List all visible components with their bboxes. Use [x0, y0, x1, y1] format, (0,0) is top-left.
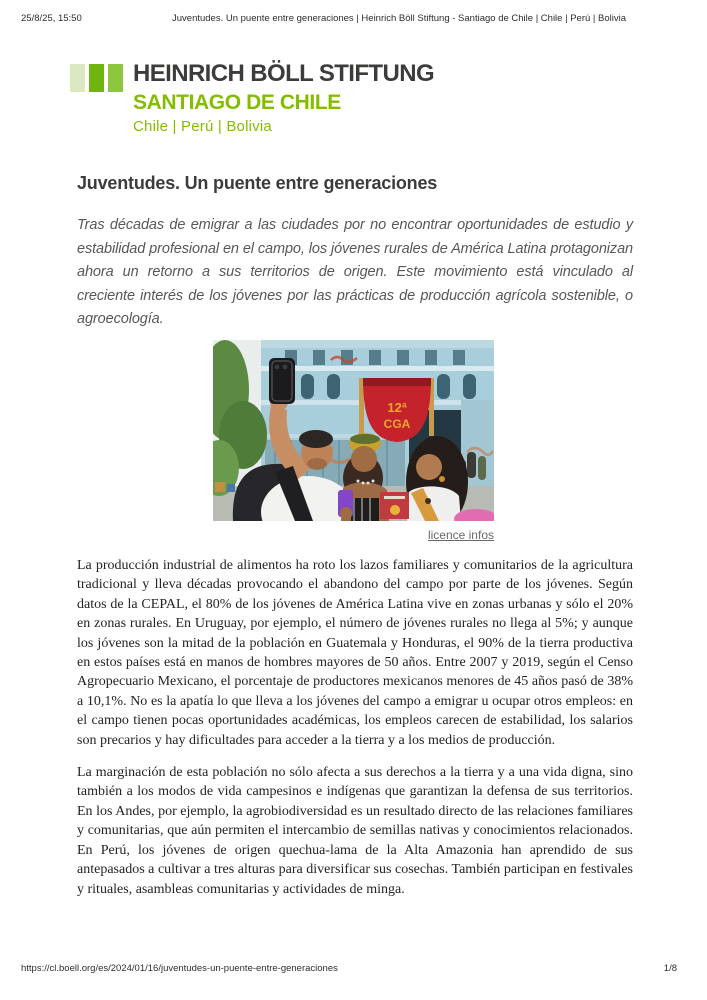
banner-text-line2: CGA — [383, 417, 411, 431]
banner-text-line1: 12ª — [387, 400, 407, 415]
article-body — [77, 556, 633, 899]
logo-square-mid — [108, 64, 123, 92]
body-paragraph: La producción industrial de alimentos ha roto los lazos familiares y comunitarios de la agricultura tradicional y lleva décadas provocando el abandono del campo por parte de los jóvenes. Según datos de la CEPAL, el 80% de los jóvenes de América Latina vive en zonas urbanas y sólo el 20% en zonas rurales. En Uruguay, por ejemplo, el número de jóvenes rurales no llega al 5%; y aunque los jóvenes son la mitad de la población en Guatemala y Honduras, el 90% de la tierra productiva en estos países está en manos de hombres mayores de 50 años. Entre 2007 y 2019, según el Censo Agropecuario Mexicano, el porcentaje de productores mexicanos menores de 45 años pasó de 38% a 10,1%. No es la apatía lo que lleva a los jóvenes del campo a emigrar u ocupar otros empleos: en el campo tienen pocas oportunidades académicas, los empleos carecen de estabilidad, los salarios son precarios y hay dificultades para acceder a la tierra y a los medios de producción. — [77, 558, 633, 748]
logo-org-name: HEINRICH BÖLL STIFTUNG — [133, 60, 435, 87]
logo-square-bright — [89, 64, 104, 92]
licence-infos-link[interactable]: licence infos — [427, 528, 494, 542]
hbs-logo — [70, 60, 434, 136]
print-url: https://cl.boell.org/es/2024/01/16/juventudes-un-puente-entre-generaciones — [21, 963, 338, 974]
logo-countries: Chile | Perú | Bolivia — [133, 118, 272, 135]
print-document-title: Juventudes. Un puente entre generaciones | Heinrich Böll Stiftung - Santiago de Chile | Chile | Perú | Bolivia — [172, 13, 626, 24]
print-datetime: 25/8/25, 15:50 — [21, 13, 82, 24]
article-figure — [213, 340, 494, 542]
body-paragraph: La marginación de esta población no sólo afecta a sus derechos a la tierra y a una vida digna, sino también a los modos de vida campesinos e indígenas que garantizan la defensa de sus territorios. En los Andes, por ejemplo, la agrobiodiversidad es un resultado directo de las relaciones familiares y comunitarias, que aún permiten el intercambio de semillas nativas y conocimientos relacionados. En Perú, los jóvenes de origen quechua-lama de la Alta Amazonia han aprendido de sus antepasados a cultivar a tres alturas para diversificar sus cosechas. También participan en festivales y rituales, asambleas comunitarias y actividades de minga. — [77, 765, 633, 897]
page-title: Juventudes. Un puente entre generaciones — [77, 173, 438, 193]
logo-square-pale — [70, 64, 85, 92]
article-lead: Tras décadas de emigrar a las ciudades por no encontrar oportunidades de estudio y estabilidad profesional en el campo, los jóvenes rurales de América Latina protagonizan ahora un retorno a sus territorios de origen. Este movimiento está vinculado al creciente interés de los jóvenes por las prácticas de producción agrícola sostenible, o agroecología. — [77, 217, 633, 328]
figure-caption — [213, 528, 494, 542]
article-photo — [213, 340, 494, 521]
logo-squares-icon — [70, 64, 123, 92]
print-page-indicator: 1/8 — [663, 963, 677, 974]
logo-text — [133, 60, 434, 136]
logo-office: SANTIAGO DE CHILE — [133, 91, 341, 114]
